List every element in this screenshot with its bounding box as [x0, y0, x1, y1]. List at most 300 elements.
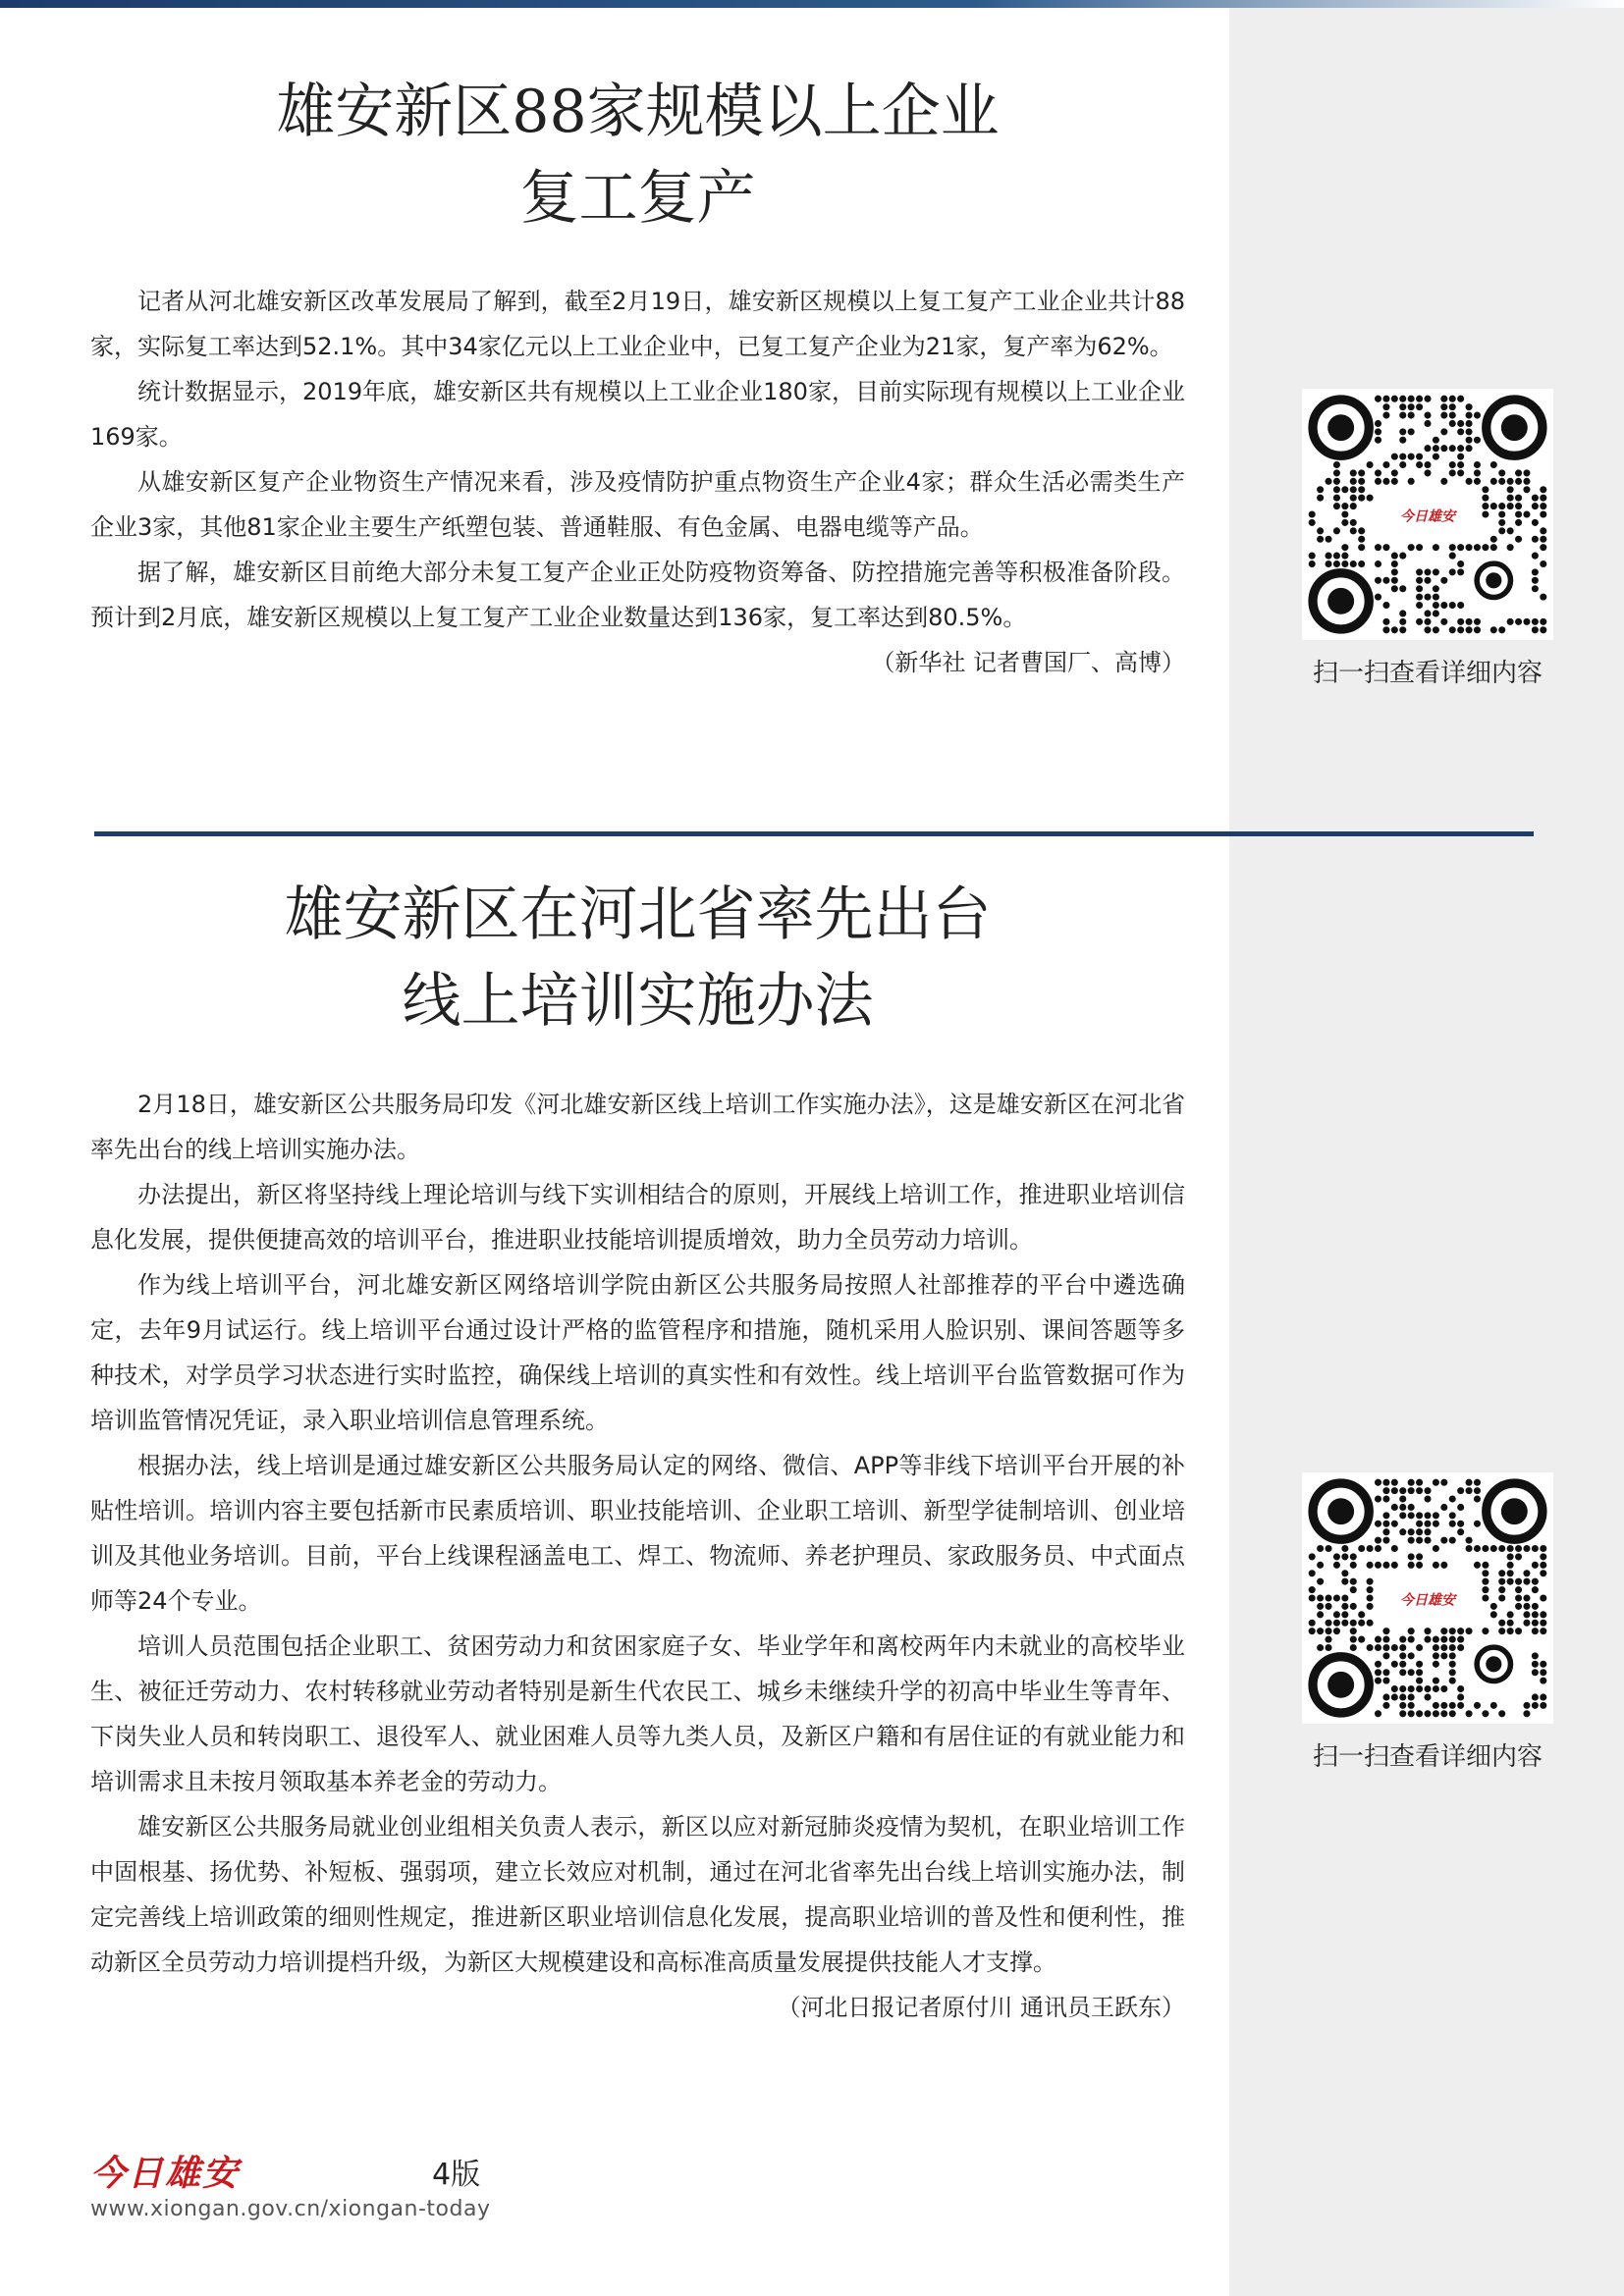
article-online-training: [90, 872, 1185, 2030]
qr-module: [1449, 602, 1456, 609]
qr-module: [1457, 602, 1464, 609]
qr-module: [1474, 1562, 1481, 1569]
qr-module: [1424, 1512, 1431, 1519]
qr-module: [1466, 618, 1473, 625]
qr-module: [1333, 495, 1340, 502]
qr-module: [1540, 1669, 1546, 1676]
qr-code-icon[interactable]: [1302, 1472, 1553, 1724]
qr-module: [1498, 478, 1505, 485]
qr-module: [1350, 1603, 1357, 1610]
qr-module: [1416, 577, 1423, 584]
qr-module: [1391, 1685, 1398, 1692]
qr-module: [1326, 1636, 1332, 1643]
qr-module: [1317, 536, 1324, 543]
qr-module: [1482, 503, 1489, 509]
qr-module: [1498, 527, 1505, 534]
qr-module: [1523, 1594, 1530, 1601]
qr-module: [1341, 553, 1348, 560]
qr-module: [1440, 1537, 1447, 1544]
qr-module: [1532, 585, 1539, 592]
qr-module: [1309, 1586, 1316, 1593]
qr-module: [1424, 610, 1431, 616]
qr-module: [1532, 1693, 1539, 1700]
section-divider: [94, 831, 1534, 836]
qr-module: [1375, 1636, 1381, 1643]
qr-module: [1326, 1594, 1332, 1601]
qr-module: [1440, 478, 1447, 485]
qr-module: [1399, 396, 1406, 402]
qr-module: [1540, 1702, 1546, 1709]
qr-module: [1375, 437, 1381, 444]
qr-module: [1540, 1661, 1546, 1668]
qr-module: [1391, 561, 1398, 567]
qr-module: [1416, 602, 1423, 609]
qr-module: [1449, 626, 1456, 633]
qr-module: [1457, 1521, 1464, 1527]
qr-module: [1350, 1636, 1357, 1643]
qr-module: [1457, 445, 1464, 452]
qr-module: [1333, 503, 1340, 509]
qr-finder-pattern: [1313, 573, 1369, 629]
qr-module: [1474, 1521, 1481, 1527]
qr-module: [1474, 478, 1481, 485]
qr-module: [1540, 1678, 1546, 1684]
qr-module: [1424, 469, 1431, 476]
qr-module: [1424, 412, 1431, 419]
qr-module: [1358, 1636, 1365, 1643]
qr-module: [1498, 519, 1505, 526]
qr-module: [1424, 1487, 1431, 1494]
qr-module: [1523, 478, 1530, 485]
qr-module: [1490, 503, 1497, 509]
qr-module: [1375, 1537, 1381, 1544]
qr-module: [1416, 1669, 1423, 1676]
qr-module: [1382, 577, 1389, 584]
qr-module: [1358, 469, 1365, 476]
qr-module: [1433, 594, 1439, 601]
qr-module: [1540, 1620, 1546, 1627]
qr-module: [1408, 1636, 1415, 1643]
article-paragraph: 办法提出，新区将坚持线上理论培训与线下实训相结合的原则，开展线上培训工作，推进职业培训信息化发展，提供便捷高效的培训平台，推进职业技能培训提质增效，助力全员劳动力培训。: [90, 1181, 1185, 1254]
qr-module: [1326, 1620, 1332, 1627]
qr-module: [1341, 1620, 1348, 1627]
qr-module: [1408, 1628, 1415, 1634]
qr-module: [1457, 1685, 1464, 1692]
qr-module: [1433, 1661, 1439, 1668]
qr-module: [1341, 1545, 1348, 1552]
qr-module: [1507, 1545, 1514, 1552]
qr-module: [1408, 544, 1415, 551]
qr-module: [1498, 1628, 1505, 1634]
qr-module: [1333, 461, 1340, 468]
qr-module: [1440, 577, 1447, 584]
qr-module: [1433, 1636, 1439, 1643]
qr-module: [1507, 503, 1514, 509]
qr-module: [1449, 1661, 1456, 1668]
qr-module: [1375, 577, 1381, 584]
qr-module: [1350, 486, 1357, 493]
qr-module: [1333, 486, 1340, 493]
qr-module: [1433, 1562, 1439, 1569]
article-paragraph: 统计数据显示，2019年底，雄安新区共有规模以上工业企业180家，目前实际现有规模以上工业企业169家。: [90, 378, 1185, 451]
qr-module: [1433, 437, 1439, 444]
qr-module: [1440, 1562, 1447, 1569]
qr-module: [1449, 1496, 1456, 1503]
footer-url-link[interactable]: www.xiongan.gov.cn/xiongan-today: [90, 2197, 491, 2221]
qr-module: [1515, 519, 1522, 526]
qr-module: [1532, 1603, 1539, 1610]
qr-module: [1540, 561, 1546, 567]
qr-module: [1540, 495, 1546, 502]
qr-module: [1382, 602, 1389, 609]
qr-module: [1449, 1702, 1456, 1709]
qr-module: [1515, 1603, 1522, 1610]
qr-module: [1532, 495, 1539, 502]
qr-module: [1408, 1479, 1415, 1486]
article-source: （河北日报记者原付川 通讯员王跃东）: [777, 1994, 1185, 2021]
qr-module: [1532, 626, 1539, 633]
qr-module: [1367, 1545, 1374, 1552]
qr-module: [1466, 1545, 1473, 1552]
qr-module: [1391, 1545, 1398, 1552]
qr-module: [1507, 1562, 1514, 1569]
title-line-1: 雄安新区在河北省率先出台: [284, 881, 992, 949]
qr-module: [1382, 618, 1389, 625]
qr-module: [1482, 495, 1489, 502]
qr-module: [1391, 1521, 1398, 1527]
qr-module: [1333, 1562, 1340, 1569]
qr-module: [1424, 1685, 1431, 1692]
qr-module: [1375, 1710, 1381, 1717]
qr-code-icon[interactable]: [1302, 389, 1553, 640]
qr-module: [1358, 486, 1365, 493]
qr-module: [1457, 561, 1464, 567]
qr-module: [1507, 618, 1514, 625]
qr-module: [1309, 510, 1316, 517]
qr-module: [1375, 469, 1381, 476]
qr-module: [1490, 1702, 1497, 1709]
qr-module: [1449, 1644, 1456, 1651]
title-line-1: 雄安新区88家规模以上企业: [276, 78, 1000, 146]
qr-module: [1341, 1594, 1348, 1601]
qr-module: [1482, 1586, 1489, 1593]
qr-module: [1375, 1521, 1381, 1527]
qr-module: [1449, 1628, 1456, 1634]
qr-module: [1540, 1562, 1546, 1569]
qr-module: [1326, 1644, 1332, 1651]
qr-module: [1350, 495, 1357, 502]
qr-module: [1515, 536, 1522, 543]
qr-module: [1416, 403, 1423, 410]
qr-module: [1326, 1603, 1332, 1610]
qr-module: [1440, 412, 1447, 419]
qr-module: [1440, 1702, 1447, 1709]
qr-module: [1523, 1545, 1530, 1552]
qr-module: [1391, 1479, 1398, 1486]
qr-module: [1350, 1586, 1357, 1593]
qr-module: [1540, 1570, 1546, 1576]
qr-module: [1540, 527, 1546, 534]
qr-module: [1540, 1545, 1546, 1552]
qr-module: [1474, 1479, 1481, 1486]
qr-module: [1433, 1479, 1439, 1486]
qr-module: [1424, 461, 1431, 468]
qr-module: [1416, 544, 1423, 551]
qr-module: [1408, 1710, 1415, 1717]
qr-module: [1532, 503, 1539, 509]
qr-module: [1540, 626, 1546, 633]
qr-module: [1540, 1611, 1546, 1618]
qr-module: [1391, 553, 1398, 560]
qr-module: [1440, 1504, 1447, 1511]
qr-module: [1399, 1636, 1406, 1643]
qr-module: [1408, 1693, 1415, 1700]
qr-module: [1350, 1620, 1357, 1627]
qr-module: [1382, 1702, 1389, 1709]
qr-module: [1399, 1661, 1406, 1668]
qr-module: [1523, 486, 1530, 493]
article-title: [90, 872, 1185, 1044]
qr-module: [1440, 1644, 1447, 1651]
qr-module: [1440, 1652, 1447, 1659]
qr-module: [1474, 461, 1481, 468]
qr-module: [1474, 437, 1481, 444]
qr-module: [1433, 610, 1439, 616]
qr-module: [1416, 1528, 1423, 1535]
qr-module: [1391, 1661, 1398, 1668]
qr-finder-pattern: [1487, 1483, 1543, 1539]
qr-module: [1375, 1644, 1381, 1651]
qr-module: [1449, 1710, 1456, 1717]
qr-module: [1433, 585, 1439, 592]
qr-module: [1382, 1669, 1389, 1676]
qr-module: [1466, 445, 1473, 452]
qr-module: [1317, 486, 1324, 493]
qr-module: [1350, 519, 1357, 526]
qr-module: [1466, 1479, 1473, 1486]
qr-module: [1515, 1594, 1522, 1601]
qr-module: [1515, 1628, 1522, 1634]
qr-module: [1399, 1702, 1406, 1709]
qr-module: [1424, 577, 1431, 584]
qr-module: [1507, 495, 1514, 502]
qr-module: [1540, 510, 1546, 517]
qr-module: [1482, 1710, 1489, 1717]
qr-module: [1375, 428, 1381, 435]
qr-module: [1367, 1586, 1374, 1593]
qr-module: [1408, 403, 1415, 410]
qr-module: [1309, 1553, 1316, 1560]
qr-module: [1341, 486, 1348, 493]
qr-module: [1457, 1636, 1464, 1643]
qr-module: [1490, 461, 1497, 468]
qr-module: [1457, 1504, 1464, 1511]
qr-module: [1457, 626, 1464, 633]
qr-module: [1523, 1611, 1530, 1618]
qr-module: [1341, 1578, 1348, 1585]
qr-module: [1515, 469, 1522, 476]
qr-module: [1466, 1487, 1473, 1494]
qr-module: [1399, 454, 1406, 460]
qr-module: [1424, 1521, 1431, 1527]
qr-module: [1540, 1693, 1546, 1700]
qr-module: [1466, 626, 1473, 633]
qr-module: [1440, 403, 1447, 410]
qr-module: [1498, 1570, 1505, 1576]
qr-module: [1408, 1685, 1415, 1692]
qr-module: [1358, 561, 1365, 567]
qr-module: [1375, 1562, 1381, 1569]
article-paragraph: 2月18日，雄安新区公共服务局印发《河北雄安新区线上培训工作实施办法》，这是雄安新区在河北省率先出台的线上培训实施办法。: [90, 1091, 1185, 1163]
qr-module: [1408, 1537, 1415, 1544]
qr-module: [1391, 585, 1398, 592]
qr-module: [1416, 1553, 1423, 1560]
qr-module: [1309, 519, 1316, 526]
qr-caption: 扫一扫查看详细内容: [1312, 659, 1543, 688]
qr-module: [1399, 1693, 1406, 1700]
qr-module: [1474, 469, 1481, 476]
qr-module: [1317, 1594, 1324, 1601]
qr-module: [1498, 510, 1505, 517]
qr-module: [1523, 1603, 1530, 1610]
qr-module: [1424, 1528, 1431, 1535]
qr-module: [1350, 1553, 1357, 1560]
qr-module: [1416, 454, 1423, 460]
qr-module: [1416, 1685, 1423, 1692]
qr-module: [1498, 626, 1505, 633]
qr-module: [1399, 437, 1406, 444]
qr-module: [1382, 1628, 1389, 1634]
qr-module: [1433, 1710, 1439, 1717]
qr-module: [1416, 568, 1423, 575]
qr-module: [1507, 1578, 1514, 1585]
qr-module: [1515, 1553, 1522, 1560]
qr-finder-pattern: [1313, 1483, 1369, 1539]
qr-module: [1474, 1487, 1481, 1494]
qr-module: [1416, 1479, 1423, 1486]
qr-module: [1424, 618, 1431, 625]
qr-module: [1358, 544, 1365, 551]
qr-module: [1399, 626, 1406, 633]
qr-module: [1466, 478, 1473, 485]
qr-module: [1399, 1528, 1406, 1535]
qr-module: [1515, 618, 1522, 625]
qr-module: [1433, 1545, 1439, 1552]
qr-module: [1466, 403, 1473, 410]
qr-module: [1391, 1644, 1398, 1651]
qr-module: [1399, 428, 1406, 435]
qr-module: [1408, 1487, 1415, 1494]
qr-module: [1341, 503, 1348, 509]
qr-module: [1457, 420, 1464, 427]
qr-module: [1482, 1562, 1489, 1569]
qr-module: [1382, 461, 1389, 468]
article-paragraph: 作为线上培训平台，河北雄安新区网络培训学院由新区公共服务局按照人社部推荐的平台中遴选确定，去年9月试运行。线上培训平台通过设计严格的监管程序和措施，随机采用人脸识别、课间答题等多种技术，对学员学习状态进行实时监控，确保线上培训的真实性和有效性。线上培训平台监管数据可作为培训监管情况凭证，录入职业培训信息管理系统。: [90, 1271, 1185, 1434]
qr-module: [1375, 561, 1381, 567]
qr-module: [1350, 503, 1357, 509]
qr-module: [1367, 495, 1374, 502]
article-paragraph: [90, 1804, 1185, 2021]
qr-module: [1474, 626, 1481, 633]
qr-module: [1507, 486, 1514, 493]
qr-module: [1399, 1652, 1406, 1659]
qr-module: [1416, 1521, 1423, 1527]
qr-module: [1317, 1628, 1324, 1634]
qr-module: [1399, 1512, 1406, 1519]
qr-module: [1540, 1553, 1546, 1560]
qr-module: [1416, 1710, 1423, 1717]
qr-module: [1382, 626, 1389, 633]
qr-module: [1391, 1693, 1398, 1700]
qr-module: [1532, 1620, 1539, 1627]
qr-module: [1367, 1644, 1374, 1651]
qr-module: [1391, 478, 1398, 485]
qr-module: [1424, 1537, 1431, 1544]
qr-module: [1523, 1570, 1530, 1576]
qr-module: [1382, 412, 1389, 419]
qr-module: [1391, 568, 1398, 575]
qr-module: [1350, 561, 1357, 567]
qr-module: [1317, 1611, 1324, 1618]
qr-module: [1375, 1661, 1381, 1668]
qr-module: [1474, 1545, 1481, 1552]
qr-module: [1326, 1545, 1332, 1552]
qr-module: [1532, 1669, 1539, 1676]
qr-module: [1440, 1685, 1447, 1692]
brand-logo: 今日雄安: [90, 2153, 241, 2194]
qr-module: [1341, 561, 1348, 567]
qr-module: [1416, 396, 1423, 402]
qr-module: [1408, 412, 1415, 419]
qr-module: [1382, 1693, 1389, 1700]
qr-module: [1317, 1578, 1324, 1585]
title-line-2: 线上培训实施办法: [402, 967, 874, 1036]
qr-module: [1391, 626, 1398, 633]
qr-module: [1375, 1669, 1381, 1676]
qr-module: [1523, 618, 1530, 625]
qr-module: [1424, 1710, 1431, 1717]
qr-center-label: 今日雄安: [1400, 508, 1455, 525]
qr-module: [1382, 1562, 1389, 1569]
qr-module: [1457, 618, 1464, 625]
qr-module: [1433, 1685, 1439, 1692]
qr-module: [1474, 1702, 1481, 1709]
article-title: [90, 69, 1185, 241]
qr-module: [1367, 1594, 1374, 1601]
qr-module: [1440, 1636, 1447, 1643]
qr-module: [1440, 428, 1447, 435]
qr-module: [1382, 1537, 1389, 1544]
qr-module: [1523, 1710, 1530, 1717]
qr-module: [1424, 1636, 1431, 1643]
qr-module: [1350, 1562, 1357, 1569]
qr-module: [1408, 1652, 1415, 1659]
qr-module: [1408, 1528, 1415, 1535]
qr-module: [1523, 1702, 1530, 1709]
qr-module: [1540, 486, 1546, 493]
qr-module: [1416, 1537, 1423, 1544]
article-factory-resumption: [90, 69, 1185, 685]
qr-module: [1416, 1644, 1423, 1651]
qr-module: [1482, 544, 1489, 551]
qr-module: [1350, 1578, 1357, 1585]
qr-module: [1408, 478, 1415, 485]
qr-module: [1358, 527, 1365, 534]
qr-module: [1382, 396, 1389, 402]
qr-module: [1532, 519, 1539, 526]
qr-module: [1515, 1545, 1522, 1552]
qr-module: [1474, 544, 1481, 551]
